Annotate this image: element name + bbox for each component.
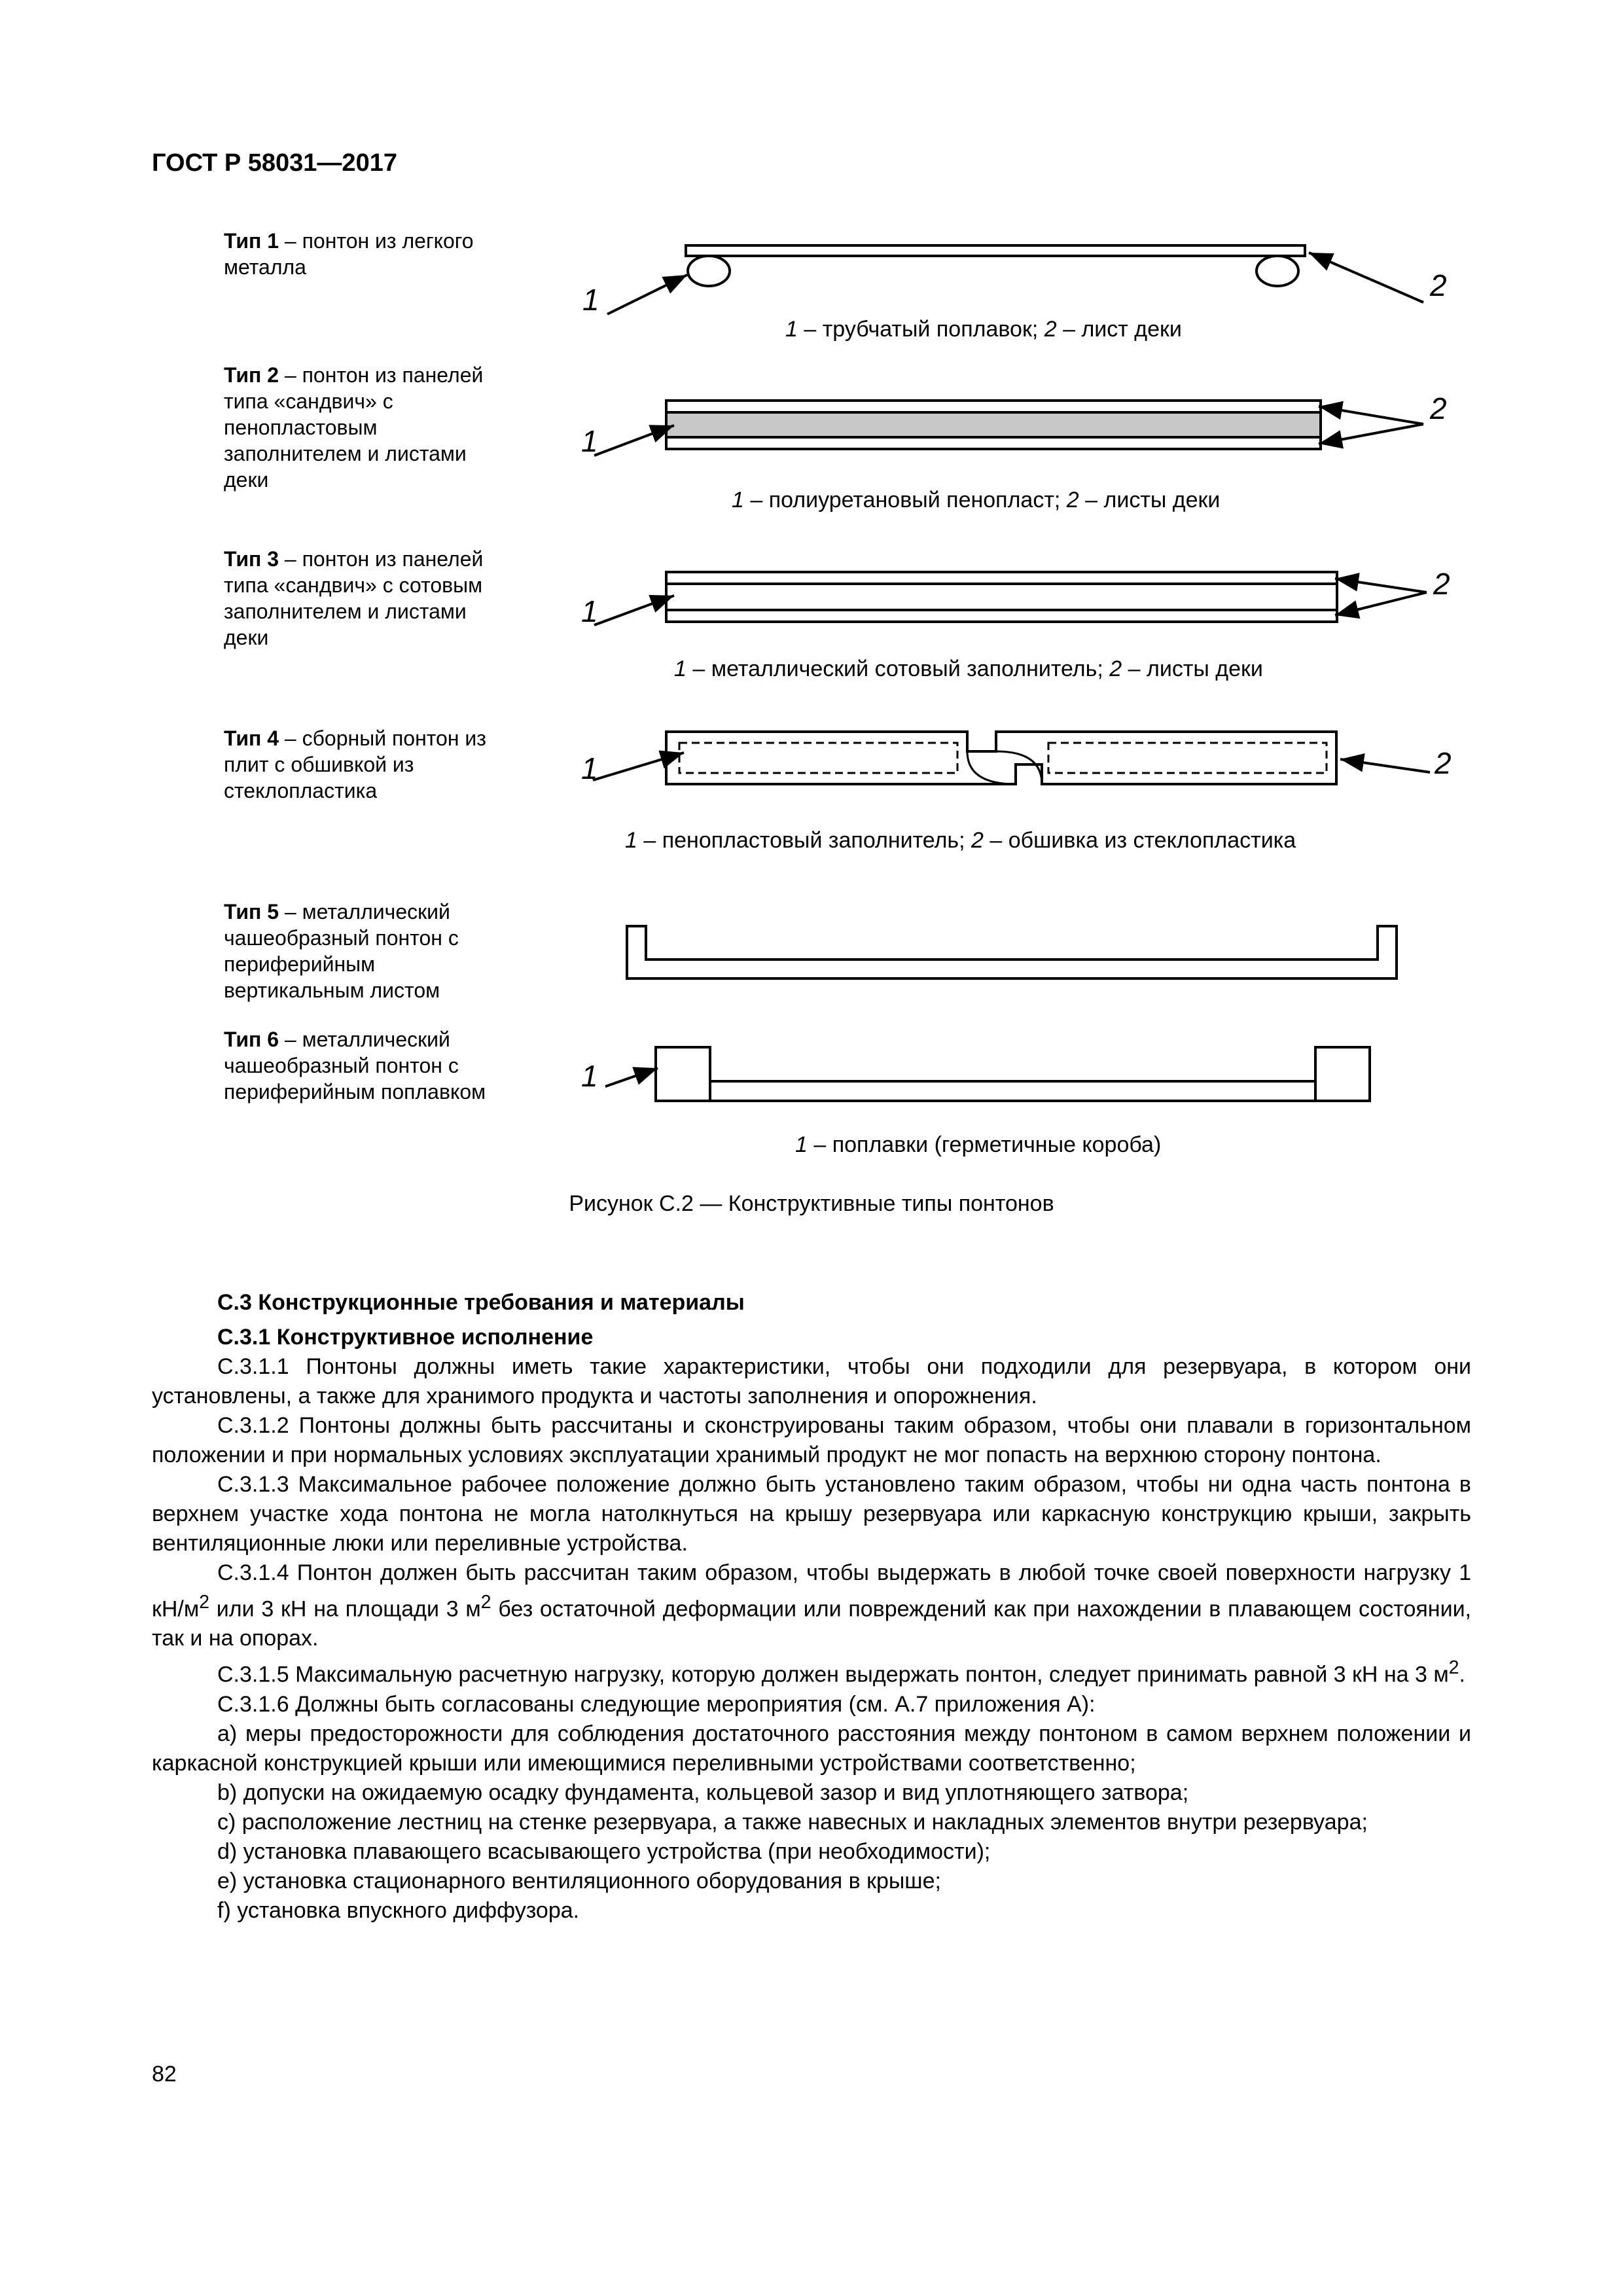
paragraph-c3-1-4: С.3.1.4 Понтон должен быть рассчитан таким образом, чтобы выдержать в любой точке своей поверхности нагрузку 1 $кН/м^2$ или 3 кН на площади 3 $м^2$ без остаточной деформации или повреждений как при нахождении в плавающем состоянии, так и на опорах. (152, 1560, 1472, 1651)
type-3-callout-1-leader (594, 596, 674, 625)
type-2-callout-1-leader (594, 425, 674, 456)
type-3-callout-2: 2 (1433, 567, 1450, 601)
section-c3 (152, 1288, 1471, 1926)
type-4-callout-2: 2 (1435, 746, 1452, 780)
type-4-callout-2-leader (1340, 759, 1430, 772)
type-1-callout-1-leader (607, 275, 687, 314)
type-6-label: Тип 6 – металлический чашеобразный понтон с периферийным поплавком (224, 1028, 486, 1103)
type-5-label: Тип 5 – металлический чашеобразный понтон с периферийным вертикальным листом (224, 900, 459, 1002)
type-3-label: Тип 3 – понтон из панелей типа «сандвич» с сотовым заполнителем и листами деки (224, 547, 484, 649)
type-1-callout-2: 2 (1430, 268, 1447, 302)
type-2-callout-2-leader-b (1319, 424, 1423, 444)
type-6-drawing (605, 1047, 1370, 1101)
type-3-callout-1: 1 (581, 594, 598, 628)
paragraph-c3-1-6: С.3.1.6 Должны быть согласованы следующие мероприятия (см. А.7 приложения А): (217, 1691, 1096, 1717)
list-item-d: d) установка плавающего всасывающего устройства (при необходимости); (217, 1839, 991, 1864)
type-1-callout-2-leader (1309, 253, 1423, 302)
type-4-caption: 1 – пенопластовый заполнитель; 2 – обшивка из стеклопластика (625, 828, 1296, 853)
type-6-callout-1-leader (605, 1068, 658, 1086)
section-heading: С.3 Конструкционные требования и материалы (217, 1290, 745, 1315)
paragraph-c3-1-3: С.3.1.3 Максимальное рабочее положение должно быть установлено таким образом, чтобы ни одна часть понтона в верхнем участке хода понтона не могла натолкнуться на крышу резервуара или каркасную конструкцию крыши, закрыть вентиляционные люки или переливные устройства. (152, 1472, 1471, 1556)
document-header: ГОСТ Р 58031—2017 (152, 149, 397, 177)
type-1-callout-1: 1 (582, 283, 599, 317)
type-3-drawing (594, 572, 1427, 625)
type-2-callout-1: 1 (581, 424, 598, 458)
type-3-callout-2-leader-b (1335, 592, 1427, 615)
type-6-caption: 1 – поплавки (герметичные короба) (795, 1132, 1162, 1157)
type-2-callout-2-leader-a (1319, 406, 1423, 424)
list-item-b: b) допуски на ожидаемую осадку фундамента, кольцевой зазор и вид уплотняющего затвора; (217, 1780, 1189, 1805)
paragraph-c3-1-1: С.3.1.1 Понтоны должны иметь такие характеристики, чтобы они подходили для резервуара, в котором они установлены, а также для хранимого продукта и частоты заполнения и опорожнения. (152, 1354, 1471, 1408)
type-2-drawing (594, 401, 1423, 456)
paragraph-c3-1-5: С.3.1.5 Максимальную расчетную нагрузку, которую должен выдержать понтон, следует принимать равной 3 кН на 3 $м^2$. (217, 1657, 1465, 1687)
type-3-callout-2-leader-a (1335, 579, 1427, 592)
type-2-caption: 1 – полиуретановый пенопласт; 2 – листы деки (732, 488, 1221, 512)
list-item-f: f) установка впускного диффузора. (217, 1897, 580, 1923)
type-5-drawing (627, 926, 1397, 978)
type-4-callout-1: 1 (581, 751, 598, 785)
type-3-caption: 1 – металлический сотовый заполнитель; 2 – листы деки (674, 656, 1263, 681)
type-4-label: Тип 4 – сборный понтон из плит с обшивкой из стеклопластика (224, 726, 486, 802)
subsection-heading: С.3.1 Конструктивное исполнение (217, 1325, 594, 1350)
type-2-callout-2: 2 (1430, 391, 1447, 425)
type-1-label: Тип 1 – понтон из легкого металла (224, 229, 474, 279)
type-1-caption: 1 – трубчатый поплавок; 2 – лист деки (785, 317, 1182, 342)
list-item-a: а) меры предосторожности для соблюдения достаточного расстояния между понтоном в самом верхнем положении и каркасной конструкцией крыши или имеющимися переливными устройствами соответственно; (152, 1721, 1471, 1776)
list-item-e: e) установка стационарного вентиляционного оборудования в крыше; (217, 1868, 941, 1893)
type-6-callout-1: 1 (581, 1059, 598, 1093)
page-number: 82 (152, 2062, 177, 2087)
list-item-c: c) расположение лестниц на стенке резервуара, а также навесных и накладных элементов внутри резервуара; (217, 1809, 1368, 1835)
paragraph-c3-1-2: С.3.1.2 Понтоны должны быть рассчитаны и сконструированы таким образом, чтобы они плавали в горизонтальном положении и при нормальных условиях эксплуатации хранимый продукт не мог попасть на верхнюю сторону понтона. (152, 1413, 1471, 1467)
type-2-label: Тип 2 – понтон из панелей типа «сандвич» с пенопластовым заполнителем и листами деки (224, 363, 484, 492)
type-4-drawing (593, 732, 1430, 784)
type-1-drawing (607, 245, 1423, 314)
figure-caption: Рисунок С.2 — Конструктивные типы понтонов (569, 1191, 1054, 1216)
